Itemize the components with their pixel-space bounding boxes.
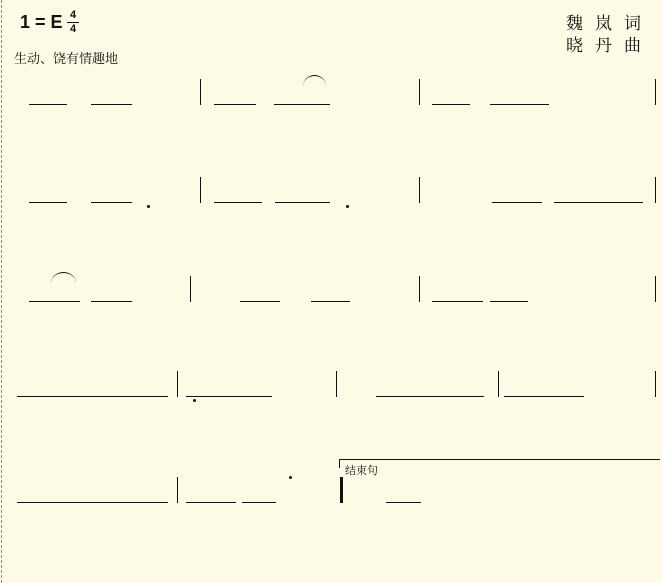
tempo-marking: 生动、饶有情趣地 [14, 51, 119, 66]
page-left-border [1, 0, 2, 583]
barline [655, 79, 656, 105]
barline [419, 276, 420, 302]
barline [419, 79, 420, 105]
beat-underline [376, 396, 484, 397]
barline [419, 177, 420, 203]
octave-dot [289, 476, 292, 479]
octave-dot [193, 399, 196, 402]
barline [498, 371, 499, 397]
beat-underline [17, 396, 168, 397]
barline [177, 477, 178, 503]
beat-underline [432, 104, 470, 105]
barline [655, 371, 656, 397]
beat-underline [274, 104, 330, 105]
barline [340, 477, 343, 503]
lyricist-credit: 魏岚词 [566, 14, 653, 34]
beat-underline [504, 396, 584, 397]
barline [655, 276, 656, 302]
beat-underline [214, 104, 256, 105]
key-signature: 1 = E [20, 12, 63, 32]
beat-underline [91, 301, 132, 302]
beat-underline [91, 104, 132, 105]
beat-underline [490, 104, 549, 105]
barline [200, 79, 201, 105]
barline [655, 177, 656, 203]
beat-underline [275, 202, 330, 203]
beat-underline [186, 396, 272, 397]
barline [190, 276, 191, 302]
beat-underline [29, 104, 67, 105]
beat-underline [214, 202, 262, 203]
octave-dot [346, 205, 349, 208]
barline [177, 371, 178, 397]
beat-underline [17, 502, 168, 503]
octave-dot [147, 205, 150, 208]
barline [200, 177, 201, 203]
composer-credit: 晓丹曲 [566, 36, 653, 56]
time-signature [67, 10, 79, 35]
beat-underline [186, 502, 236, 503]
beat-underline [29, 202, 67, 203]
tie-arc [51, 272, 76, 283]
beat-underline [311, 301, 350, 302]
time-signature-top: 4 [69, 9, 77, 21]
beat-underline [492, 202, 542, 203]
beat-underline [242, 502, 276, 503]
beat-underline [432, 301, 483, 302]
beat-underline [554, 202, 643, 203]
beat-underline [240, 301, 280, 302]
beat-underline [29, 301, 80, 302]
ending-label: 结束句 [345, 465, 378, 477]
ending-bracket [339, 459, 660, 468]
beat-underline [91, 202, 132, 203]
tie-arc [303, 75, 326, 86]
barline [336, 371, 337, 397]
time-signature-bottom: 4 [69, 23, 77, 35]
beat-underline [386, 502, 421, 503]
beat-underline [490, 301, 528, 302]
